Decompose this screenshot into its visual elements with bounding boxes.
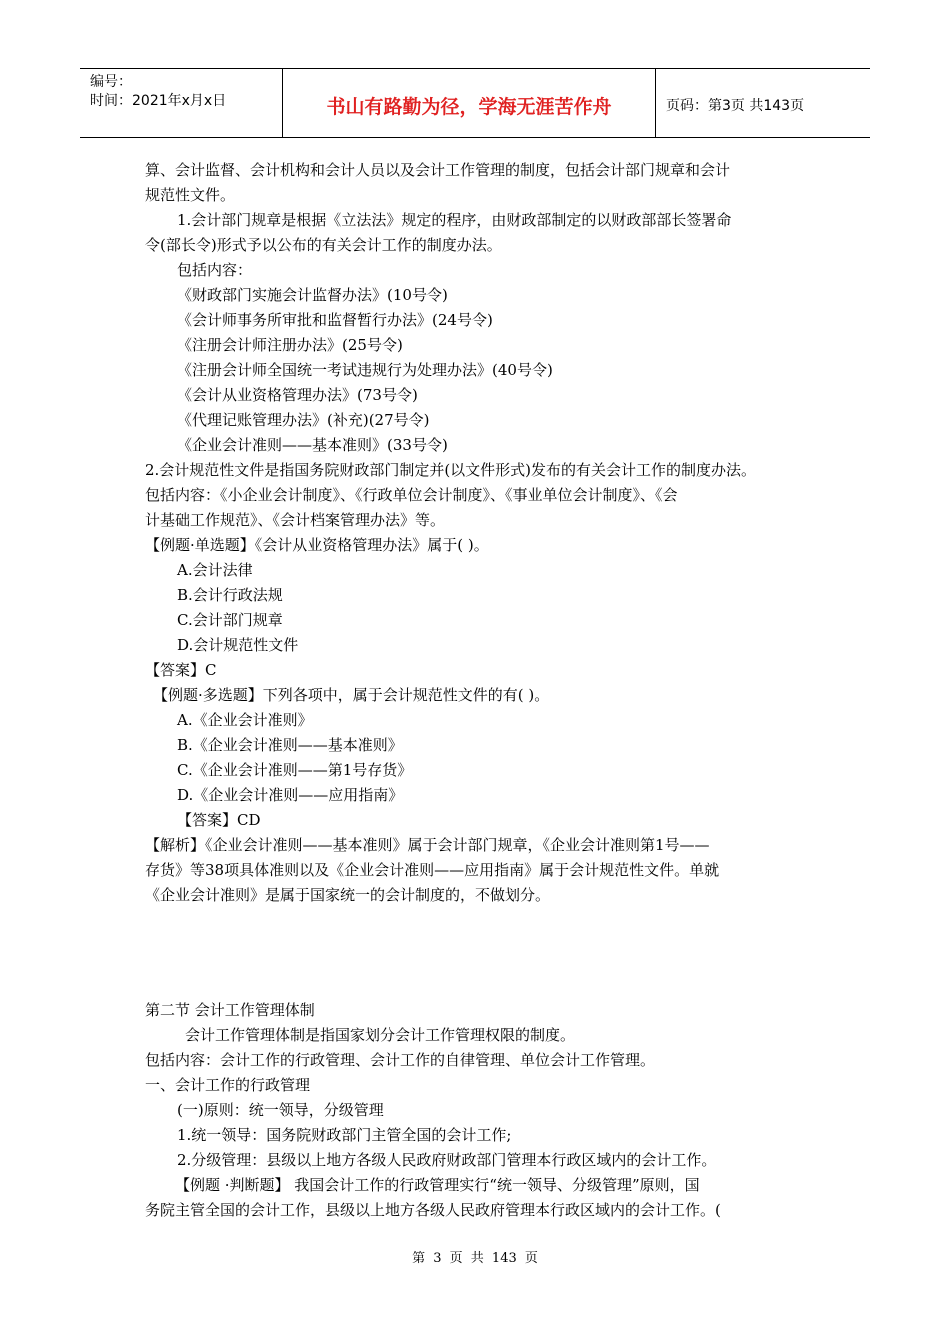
text-line: 务院主管全国的会计工作，县级以上地方各级人民政府管理本行政区域内的会计工作。(: [145, 1201, 721, 1219]
list-item: 《会计从业资格管理办法》(73号令): [177, 386, 418, 404]
text-line: 2.分级管理：县级以上地方各级人民政府财政部门管理本行政区域内的会计工作。: [177, 1151, 717, 1169]
option: B.《企业会计准则——基本准则》: [177, 736, 403, 754]
answer: 【答案】C: [145, 661, 217, 679]
list-item: 《代理记账管理办法》(补充)(27号令): [177, 411, 430, 429]
answer: 【答案】CD: [177, 811, 261, 829]
text-line: 1.会计部门规章是根据《立法法》规定的程序，由财政部制定的以财政部部长签署命: [177, 211, 732, 229]
section-heading: 第二节 会计工作管理体制: [145, 1001, 315, 1019]
explanation: 存货》等38项具体准则以及《企业会计准则——应用指南》属于会计规范性文件。单就: [145, 861, 720, 879]
page-footer: 第 3 页 共 143 页: [412, 1251, 538, 1266]
header-meta: [80, 69, 282, 137]
text-line: 规范性文件。: [145, 186, 236, 204]
date-label: 时间：2021年x月x日: [90, 93, 227, 109]
list-item: 《企业会计准则——基本准则》(33号令): [177, 436, 448, 454]
text-line: 算、会计监督、会计机构和会计人员以及会计工作管理的制度，包括会计部门规章和会计: [145, 161, 731, 179]
text-line: 会计工作管理体制是指国家划分会计工作管理权限的制度。: [185, 1026, 576, 1044]
option: D.《企业会计准则——应用指南》: [177, 786, 404, 804]
text-line: 计基础工作规范》、《会计档案管理办法》等。: [145, 511, 446, 529]
option: B.会计行政法规: [177, 586, 283, 604]
option: C.《企业会计准则——第1号存货》: [177, 761, 413, 779]
question-heading: 【例题·多选题】下列各项中，属于会计规范性文件的有( )。: [153, 686, 550, 704]
option: D.会计规范性文件: [177, 636, 299, 654]
text-line: 1.统一领导：国务院财政部门主管全国的会计工作;: [177, 1126, 512, 1144]
page-info: 页码：第3页 共143页: [666, 98, 805, 114]
question-heading: 【例题 ·判断题】 我国会计工作的行政管理实行“统一领导、分级管理”原则，国: [175, 1176, 700, 1194]
list-item: 《注册会计师注册办法》(25号令): [177, 336, 403, 354]
subsection-heading: 一、会计工作的行政管理: [145, 1076, 311, 1094]
list-item: 《注册会计师全国统一考试违规行为处理办法》(40号令): [177, 361, 553, 379]
option: C.会计部门规章: [177, 611, 283, 629]
list-item: 《财政部门实施会计监督办法》(10号令): [177, 286, 448, 304]
document-body: [145, 158, 810, 1223]
text-line: 2.会计规范性文件是指国务院财政部门制定并(以文件形式)发布的有关会计工作的制度办法。: [145, 461, 757, 479]
option: A.《企业会计准则》: [177, 711, 313, 729]
motto: 书山有路勤为径，学海无涯苦作舟: [282, 69, 656, 137]
text-line: (一)原则：统一领导，分级管理: [177, 1101, 384, 1119]
spacer: [145, 908, 810, 998]
text-line: 令(部长令)形式予以公布的有关会计工作的制度办法。: [145, 236, 502, 254]
text-line: 包括内容：会计工作的行政管理、会计工作的自律管理、单位会计工作管理。: [145, 1051, 656, 1069]
explanation: 【解析】《企业会计准则——基本准则》属于会计部门规章，《企业会计准则第1号——: [145, 836, 710, 854]
text-line: 包括内容：: [177, 261, 253, 279]
question-heading: 【例题·单选题】《会计从业资格管理办法》属于( )。: [145, 536, 489, 554]
list-item: 《会计师事务所审批和监督暂行办法》(24号令): [177, 311, 493, 329]
page-header: [80, 68, 870, 138]
explanation: 《企业会计准则》是属于国家统一的会计制度的，不做划分。: [145, 886, 551, 904]
text-line: 包括内容：《小企业会计制度》、《行政单位会计制度》、《事业单位会计制度》、《会: [145, 486, 678, 504]
option: A.会计法律: [177, 561, 253, 579]
number-label: 编号：: [90, 74, 132, 90]
